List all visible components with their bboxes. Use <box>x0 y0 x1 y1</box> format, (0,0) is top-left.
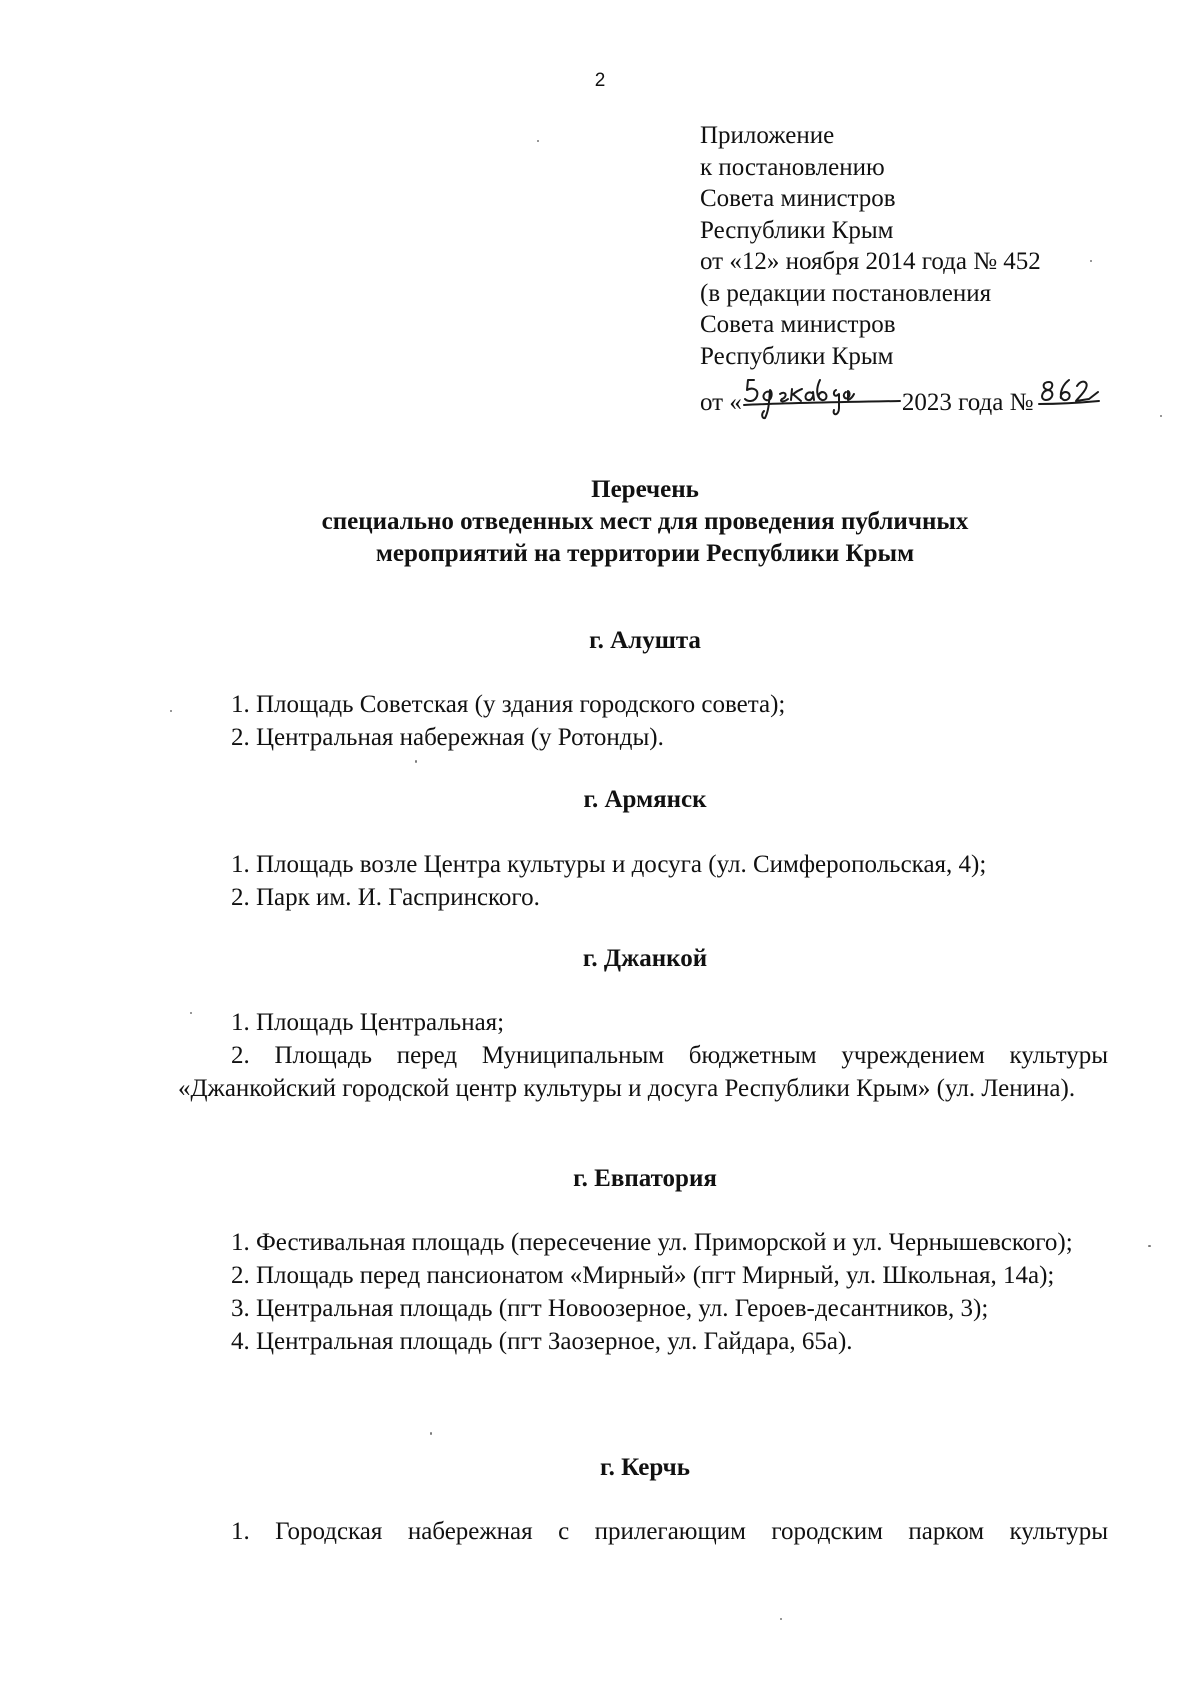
section-list-kerch <box>178 1515 1108 1548</box>
section-list-armyansk <box>178 848 1108 914</box>
section-list-evpatoria <box>178 1226 1108 1358</box>
list-item: 1. Фестивальная площадь (пересечение ул. Приморской и ул. Чернышевского); <box>231 1229 1073 1256</box>
annex-line-5: от «12» ноября 2014 года № 452 <box>700 248 1041 275</box>
scan-speck <box>1090 260 1092 262</box>
document-title <box>0 474 1200 570</box>
title-line-2: специально отведенных мест для проведения публичных <box>321 508 969 535</box>
list-item: 2. Площадь перед Муниципальным бюджетным учреждением культуры «Джанкойский городской центр культуры и досуга Республики Крым» (ул. Ленина). <box>178 1042 1108 1102</box>
list-item: 1. Площадь Центральная; <box>231 1009 505 1036</box>
list-item: 1. Городская набережная с прилегающим городским парком культуры <box>231 1518 1108 1545</box>
annex-line-4: Республики Крым <box>700 216 894 244</box>
annex-line-2: к постановлению <box>700 153 885 181</box>
annex-date-middle: 2023 года № <box>901 389 1034 416</box>
annex-line-1: Приложение <box>700 122 835 149</box>
section-heading-dzhankoy: г. Джанкой <box>582 945 708 972</box>
list-item: 2. Центральная набережная (у Ротонды). <box>231 724 664 751</box>
list-item: 2. Площадь перед пансионатом «Мирный» (пгт Мирный, ул. Школьная, 14а); <box>231 1262 1055 1289</box>
title-line-1: Перечень <box>591 476 699 503</box>
scan-speck <box>170 710 172 712</box>
scan-speck <box>430 1432 432 1435</box>
annex-line-6: (в редакции постановления <box>700 279 992 307</box>
annex-block <box>700 120 1101 419</box>
section-heading-alushta: г. Алушта <box>589 627 701 654</box>
handwritten-number-signature <box>1037 374 1101 418</box>
annex-line-8: Республики Крым <box>700 342 894 370</box>
list-item: 3. Центральная площадь (пгт Новоозерное, ул. Героев-десантников, 3); <box>231 1295 989 1322</box>
scan-speck <box>780 1618 782 1620</box>
section-heading-evpatoria: г. Евпатория <box>573 1165 717 1192</box>
section-list-dzhankoy <box>178 1006 1108 1105</box>
list-item: 4. Центральная площадь (пгт Заозерное, ул. Гайдара, 65а). <box>231 1328 853 1355</box>
scan-speck <box>415 760 417 763</box>
scan-speck <box>537 140 539 142</box>
annex-date-line <box>700 372 1101 419</box>
section-heading-kerch: г. Керчь <box>600 1454 690 1481</box>
annex-date-prefix: от « <box>700 389 742 416</box>
scan-speck <box>1160 415 1162 417</box>
annex-line-3: Совета министров <box>700 185 896 212</box>
section-list-alushta <box>178 688 1108 754</box>
annex-line-7: Совета министров <box>700 311 896 338</box>
list-item: 1. Площадь возле Центра культуры и досуга (ул. Симферопольская, 4); <box>231 851 987 878</box>
list-item: 1. Площадь Советская (у здания городского совета); <box>231 691 786 718</box>
scan-speck <box>190 1012 192 1014</box>
section-heading-armyansk: г. Армянск <box>583 786 707 813</box>
list-item: 2. Парк им. И. Гаспринского. <box>231 884 540 911</box>
page-number: 2 <box>594 70 606 91</box>
title-line-3: мероприятий на территории Республики Крым <box>375 540 915 567</box>
handwritten-date-signature <box>742 372 902 420</box>
scan-speck <box>1148 1245 1151 1247</box>
